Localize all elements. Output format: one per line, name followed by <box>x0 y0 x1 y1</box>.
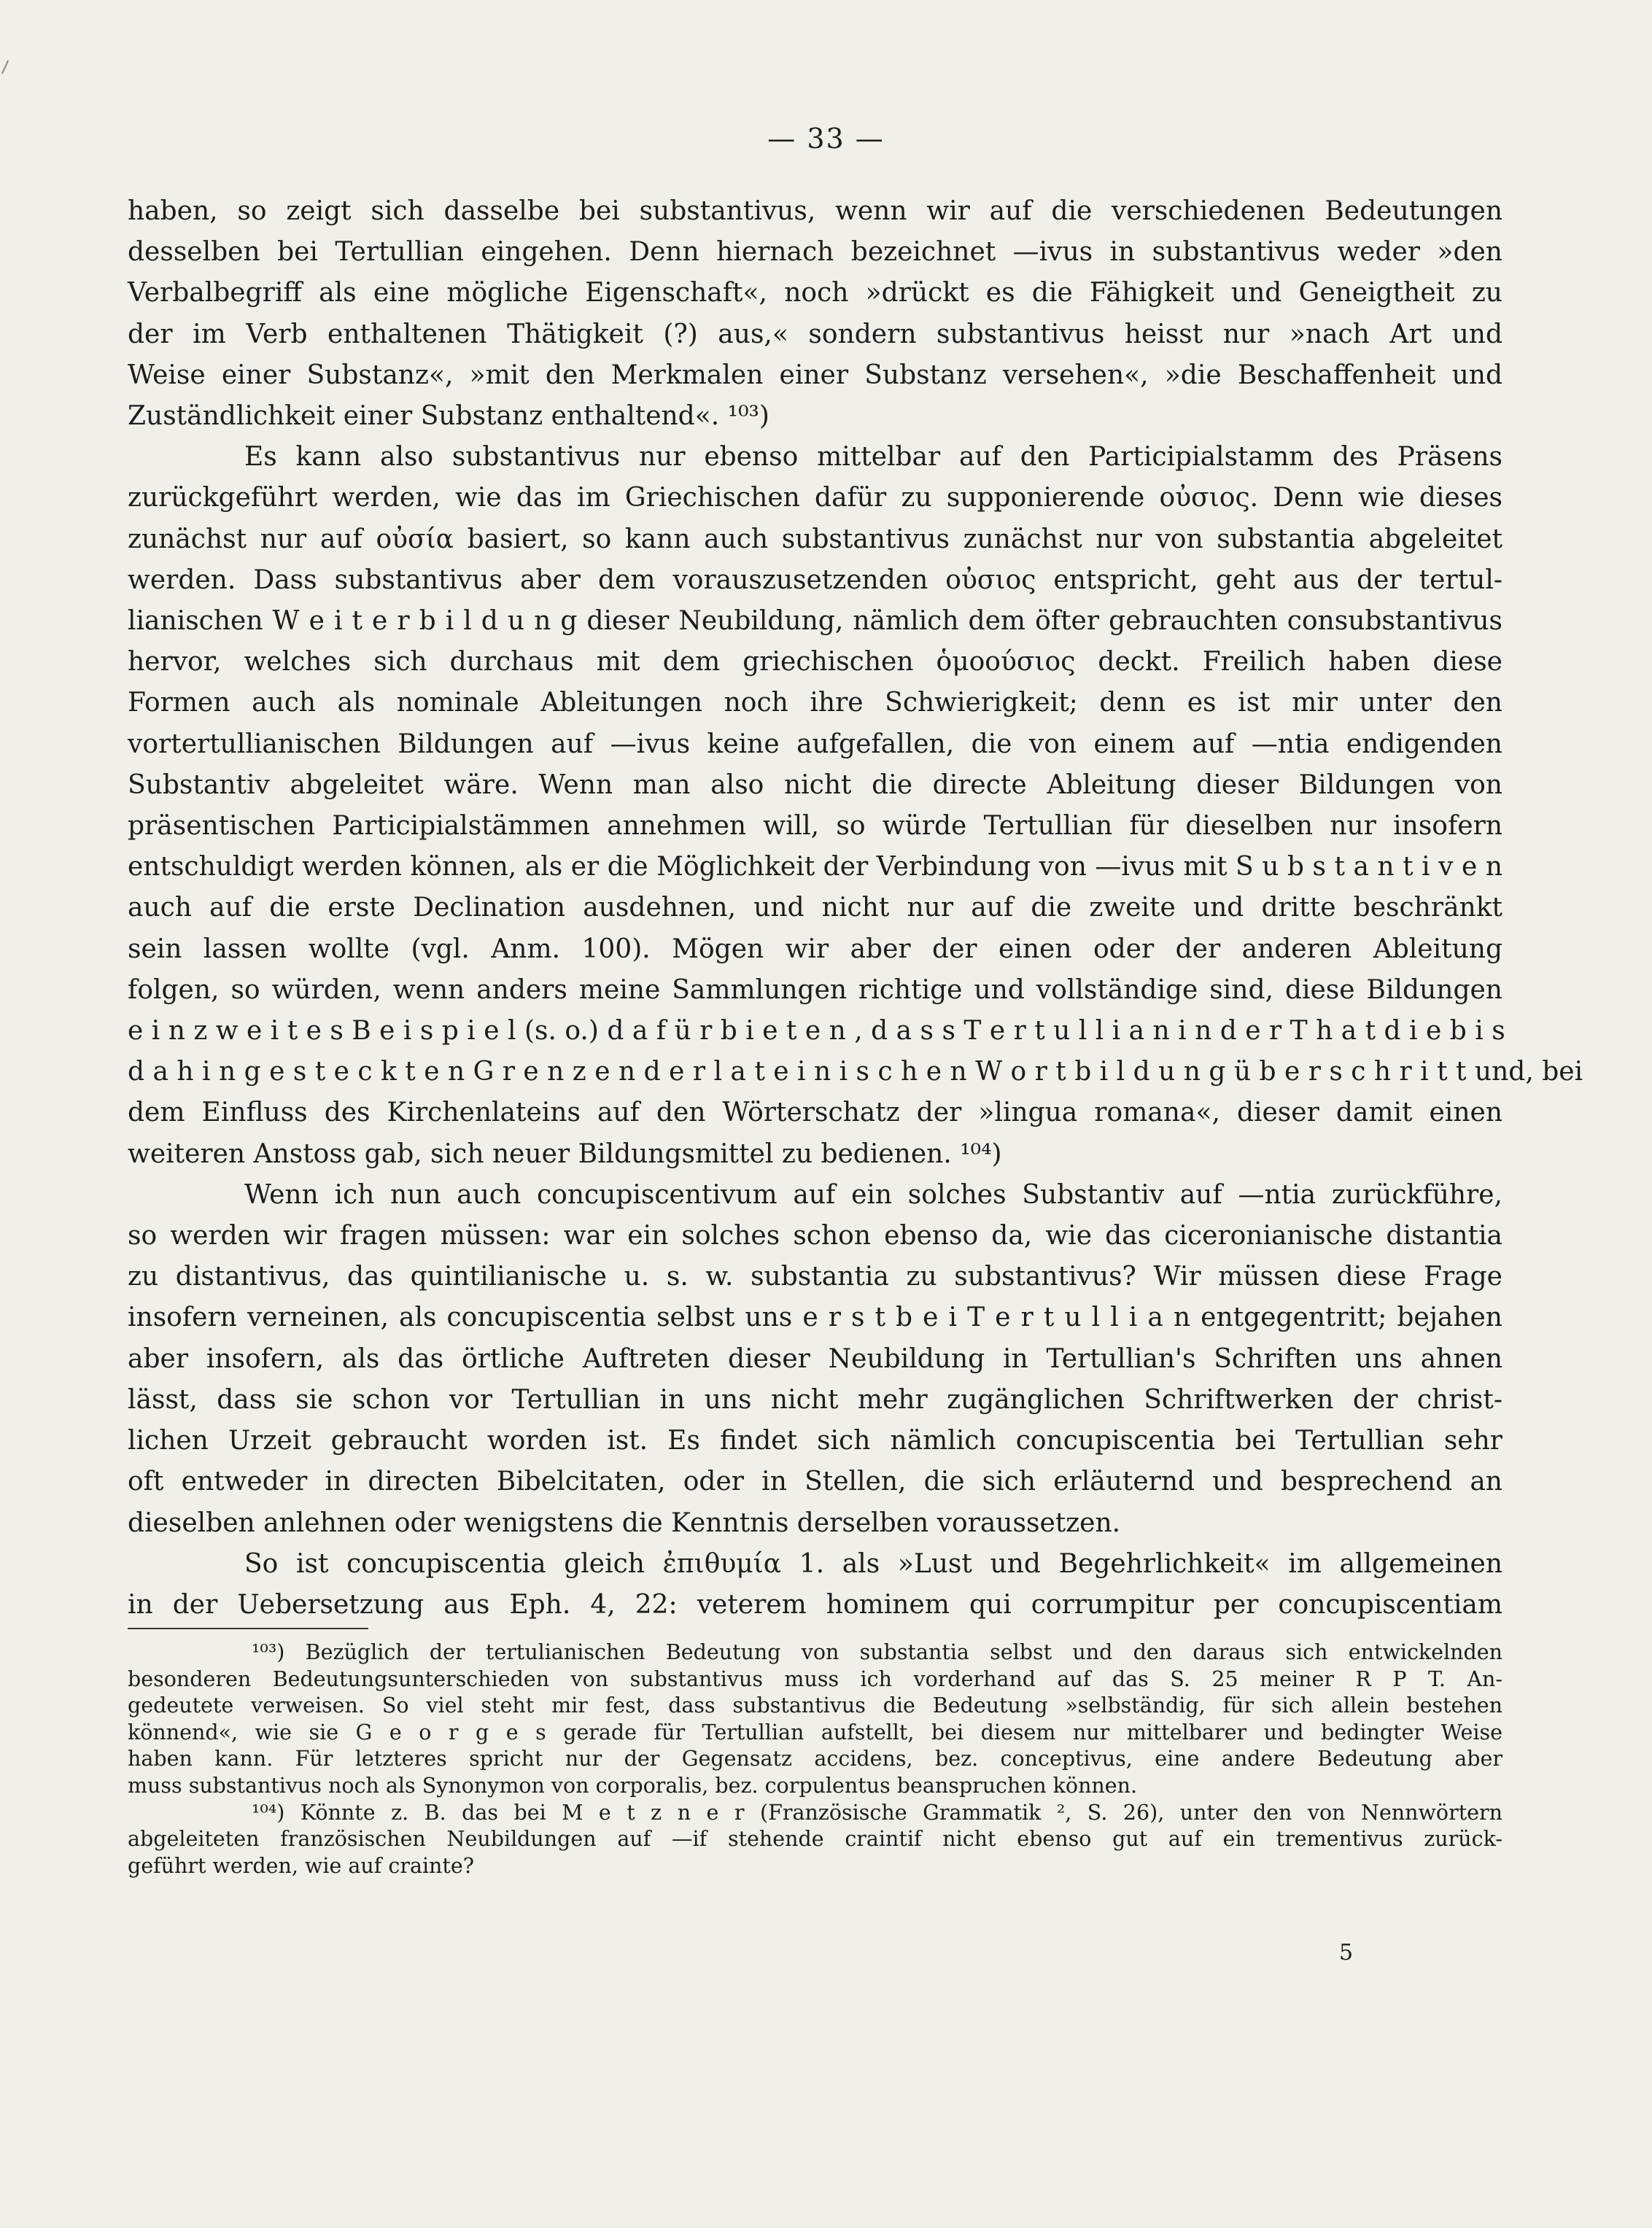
text-line: e i n z w e i t e s B e i s p i e l (s. o.) d a f ü r b i e t e n , d a s s T e r t u l l i a n i n d e r T h a t d i e b i s <box>128 1016 1505 1047</box>
footnote-line: geführt werden, wie auf crainte? <box>128 1853 475 1878</box>
text-line: werden. Dass substantivus aber dem vorauszusetzenden οὐσιος entspricht, geht aus der tertul- <box>128 564 1502 595</box>
signature-mark: 5 <box>1339 1940 1354 1965</box>
text-line: vortertullianischen Bildungen auf —ivus keine aufgefallen, die von einem auf —ntia endigenden <box>128 729 1502 759</box>
text-line: entschuldigt werden können, als er die Möglichkeit der Verbindung von —ivus mit S u b s t a n t i v e n <box>128 852 1502 882</box>
footnote-line: besonderen Bedeutungsunterschieden von substantivus muss ich vorderhand auf das S. 25 meiner R P T. An- <box>128 1666 1502 1691</box>
text-line: haben, so zeigt sich dasselbe bei substantivus, wenn wir auf die verschiedenen Bedeutungen <box>128 196 1502 226</box>
footnote-line: gedeutete verweisen. So viel steht mir fest, dass substantivus die Bedeutung »selbständig, für sich allein bestehen <box>128 1693 1502 1718</box>
text-line: in der Uebersetzung aus Eph. 4, 22: veterem hominem qui corrumpitur per concupiscentiam <box>128 1589 1502 1620</box>
text-line: weiteren Anstoss gab, sich neuer Bildungsmittel zu bedienen. ¹⁰⁴) <box>128 1138 1002 1169</box>
text-line: sein lassen wollte (vgl. Anm. 100). Mögen wir aber der einen oder der anderen Ableitung <box>128 933 1502 964</box>
text-line: zunächst nur auf οὐσία basiert, so kann auch substantivus zunächst nur von substantia abgeleitet <box>128 524 1502 554</box>
text-line: folgen, so würden, wenn anders meine Sammlungen richtige und vollständige sind, diese Bildungen <box>128 974 1502 1005</box>
text-line: Es kann also substantivus nur ebenso mittelbar auf den Participialstamm des Präsens <box>244 442 1502 473</box>
scan-mark <box>1 61 9 74</box>
text-line: aber insofern, als das örtliche Auftreten dieser Neubildung in Tertullian's Schriften uns ahnen <box>128 1343 1502 1374</box>
text-line: hervor, welches sich durchaus mit dem griechischen ὁμοούσιος deckt. Freilich haben diese <box>128 647 1502 678</box>
footnote-line: ¹⁰³) Bezüglich der tertulianischen Bedeutung von substantia selbst und den daraus sich entwickelnden <box>252 1640 1502 1664</box>
text-line: dieselben anlehnen oder wenigstens die Kenntnis derselben voraussetzen. <box>128 1507 1121 1538</box>
footnote-line: könnend«, wie sie G e o r g e s gerade für Tertullian aufstellt, bei diesem nur mittelbarer und bedingter Weise <box>128 1720 1502 1744</box>
footnote-line: haben kann. Für letzteres spricht nur der Gegensatz accidens, bez. conceptivus, eine andere Bedeutung aber <box>128 1747 1502 1771</box>
text-line: dem Einfluss des Kirchenlateins auf den Wörterschatz der »lingua romana«, dieser damit einen <box>128 1098 1502 1128</box>
footnotes <box>128 1639 1502 1879</box>
text-line: der im Verb enthaltenen Thätigkeit (?) aus,« sondern substantivus heisst nur »nach Art und <box>128 319 1502 349</box>
text-line: d a h i n g e s t e c k t e n G r e n z e n d e r l a t e i n i s c h e n W o r t b i l d u n g ü b e r s c h r i t t und, bei <box>128 1057 1583 1087</box>
text-line: zu distantivus, das quintilianische u. s. w. substantia zu substantivus? Wir müssen diese Frage <box>128 1262 1502 1292</box>
main-text <box>128 191 1583 1626</box>
footnote-line: abgeleiteten französischen Neubildungen auf —if stehende craintif nicht ebenso gut auf ein trementivus zurück- <box>128 1827 1502 1852</box>
text-line: lichen Urzeit gebraucht worden ist. Es findet sich nämlich concupiscentia bei Tertullian sehr <box>128 1426 1502 1456</box>
text-line: lässt, dass sie schon vor Tertullian in uns nicht mehr zugänglichen Schriftwerken der christ- <box>128 1384 1502 1415</box>
text-line: präsentischen Participialstämmen annehmen will, so würde Tertullian für dieselben nur insofern <box>128 811 1502 842</box>
text-line: auch auf die erste Declination ausdehnen, und nicht nur auf die zweite und dritte beschränkt <box>128 893 1502 923</box>
page-number: — 33 — <box>767 123 885 155</box>
text-line: Zuständlichkeit einer Substanz enthaltend«. ¹⁰³) <box>128 401 769 432</box>
text-line: lianischen W e i t e r b i l d u n g dieser Neubildung, nämlich dem öfter gebrauchten consubstantivus <box>128 606 1502 637</box>
text-line: Verbalbegriff als eine mögliche Eigenschaft«, noch »drückt es die Fähigkeit und Geneigtheit zu <box>128 278 1502 308</box>
text-line: Weise einer Substanz«, »mit den Merkmalen einer Substanz versehen«, »die Beschaffenheit und <box>128 360 1502 390</box>
text-line: so werden wir fragen müssen: war ein solches schon ebenso da, wie das ciceronianische distantia <box>128 1221 1502 1251</box>
text-line: oft entweder in directen Bibelcitaten, oder in Stellen, die sich erläuternd und besprechend an <box>128 1467 1502 1497</box>
text-line: Wenn ich nun auch concupiscentivum auf ein solches Substantiv auf —ntia zurückführe, <box>244 1179 1502 1210</box>
footnote-divider <box>128 1628 368 1629</box>
footnote-line: muss substantivus noch als Synonymon von corporalis, bez. corpulentus beanspruchen können. <box>128 1773 1138 1798</box>
footnote-line: ¹⁰⁴) Könnte z. B. das bei M e t z n e r (Französische Grammatik ², S. 26), unter den von Nennwörtern <box>252 1800 1502 1825</box>
text-line: insofern verneinen, als concupiscentia selbst uns e r s t b e i T e r t u l l i a n entgegentritt; bejahen <box>128 1303 1502 1333</box>
text-line: zurückgeführt werden, wie das im Griechischen dafür zu supponierende οὐσιος. Denn wie dieses <box>128 483 1502 513</box>
text-line: Substantiv abgeleitet wäre. Wenn man also nicht die directe Ableitung dieser Bildungen von <box>128 769 1502 800</box>
text-line: So ist concupiscentia gleich ἐπιθυμία 1. als »Lust und Begehrlichkeit« im allgemeinen <box>244 1548 1502 1579</box>
text-line: desselben bei Tertullian eingehen. Denn hiernach bezeichnet —ivus in substantivus weder »den <box>128 237 1502 268</box>
text-line: Formen auch als nominale Ableitungen noch ihre Schwierigkeit; denn es ist mir unter den <box>128 688 1502 718</box>
